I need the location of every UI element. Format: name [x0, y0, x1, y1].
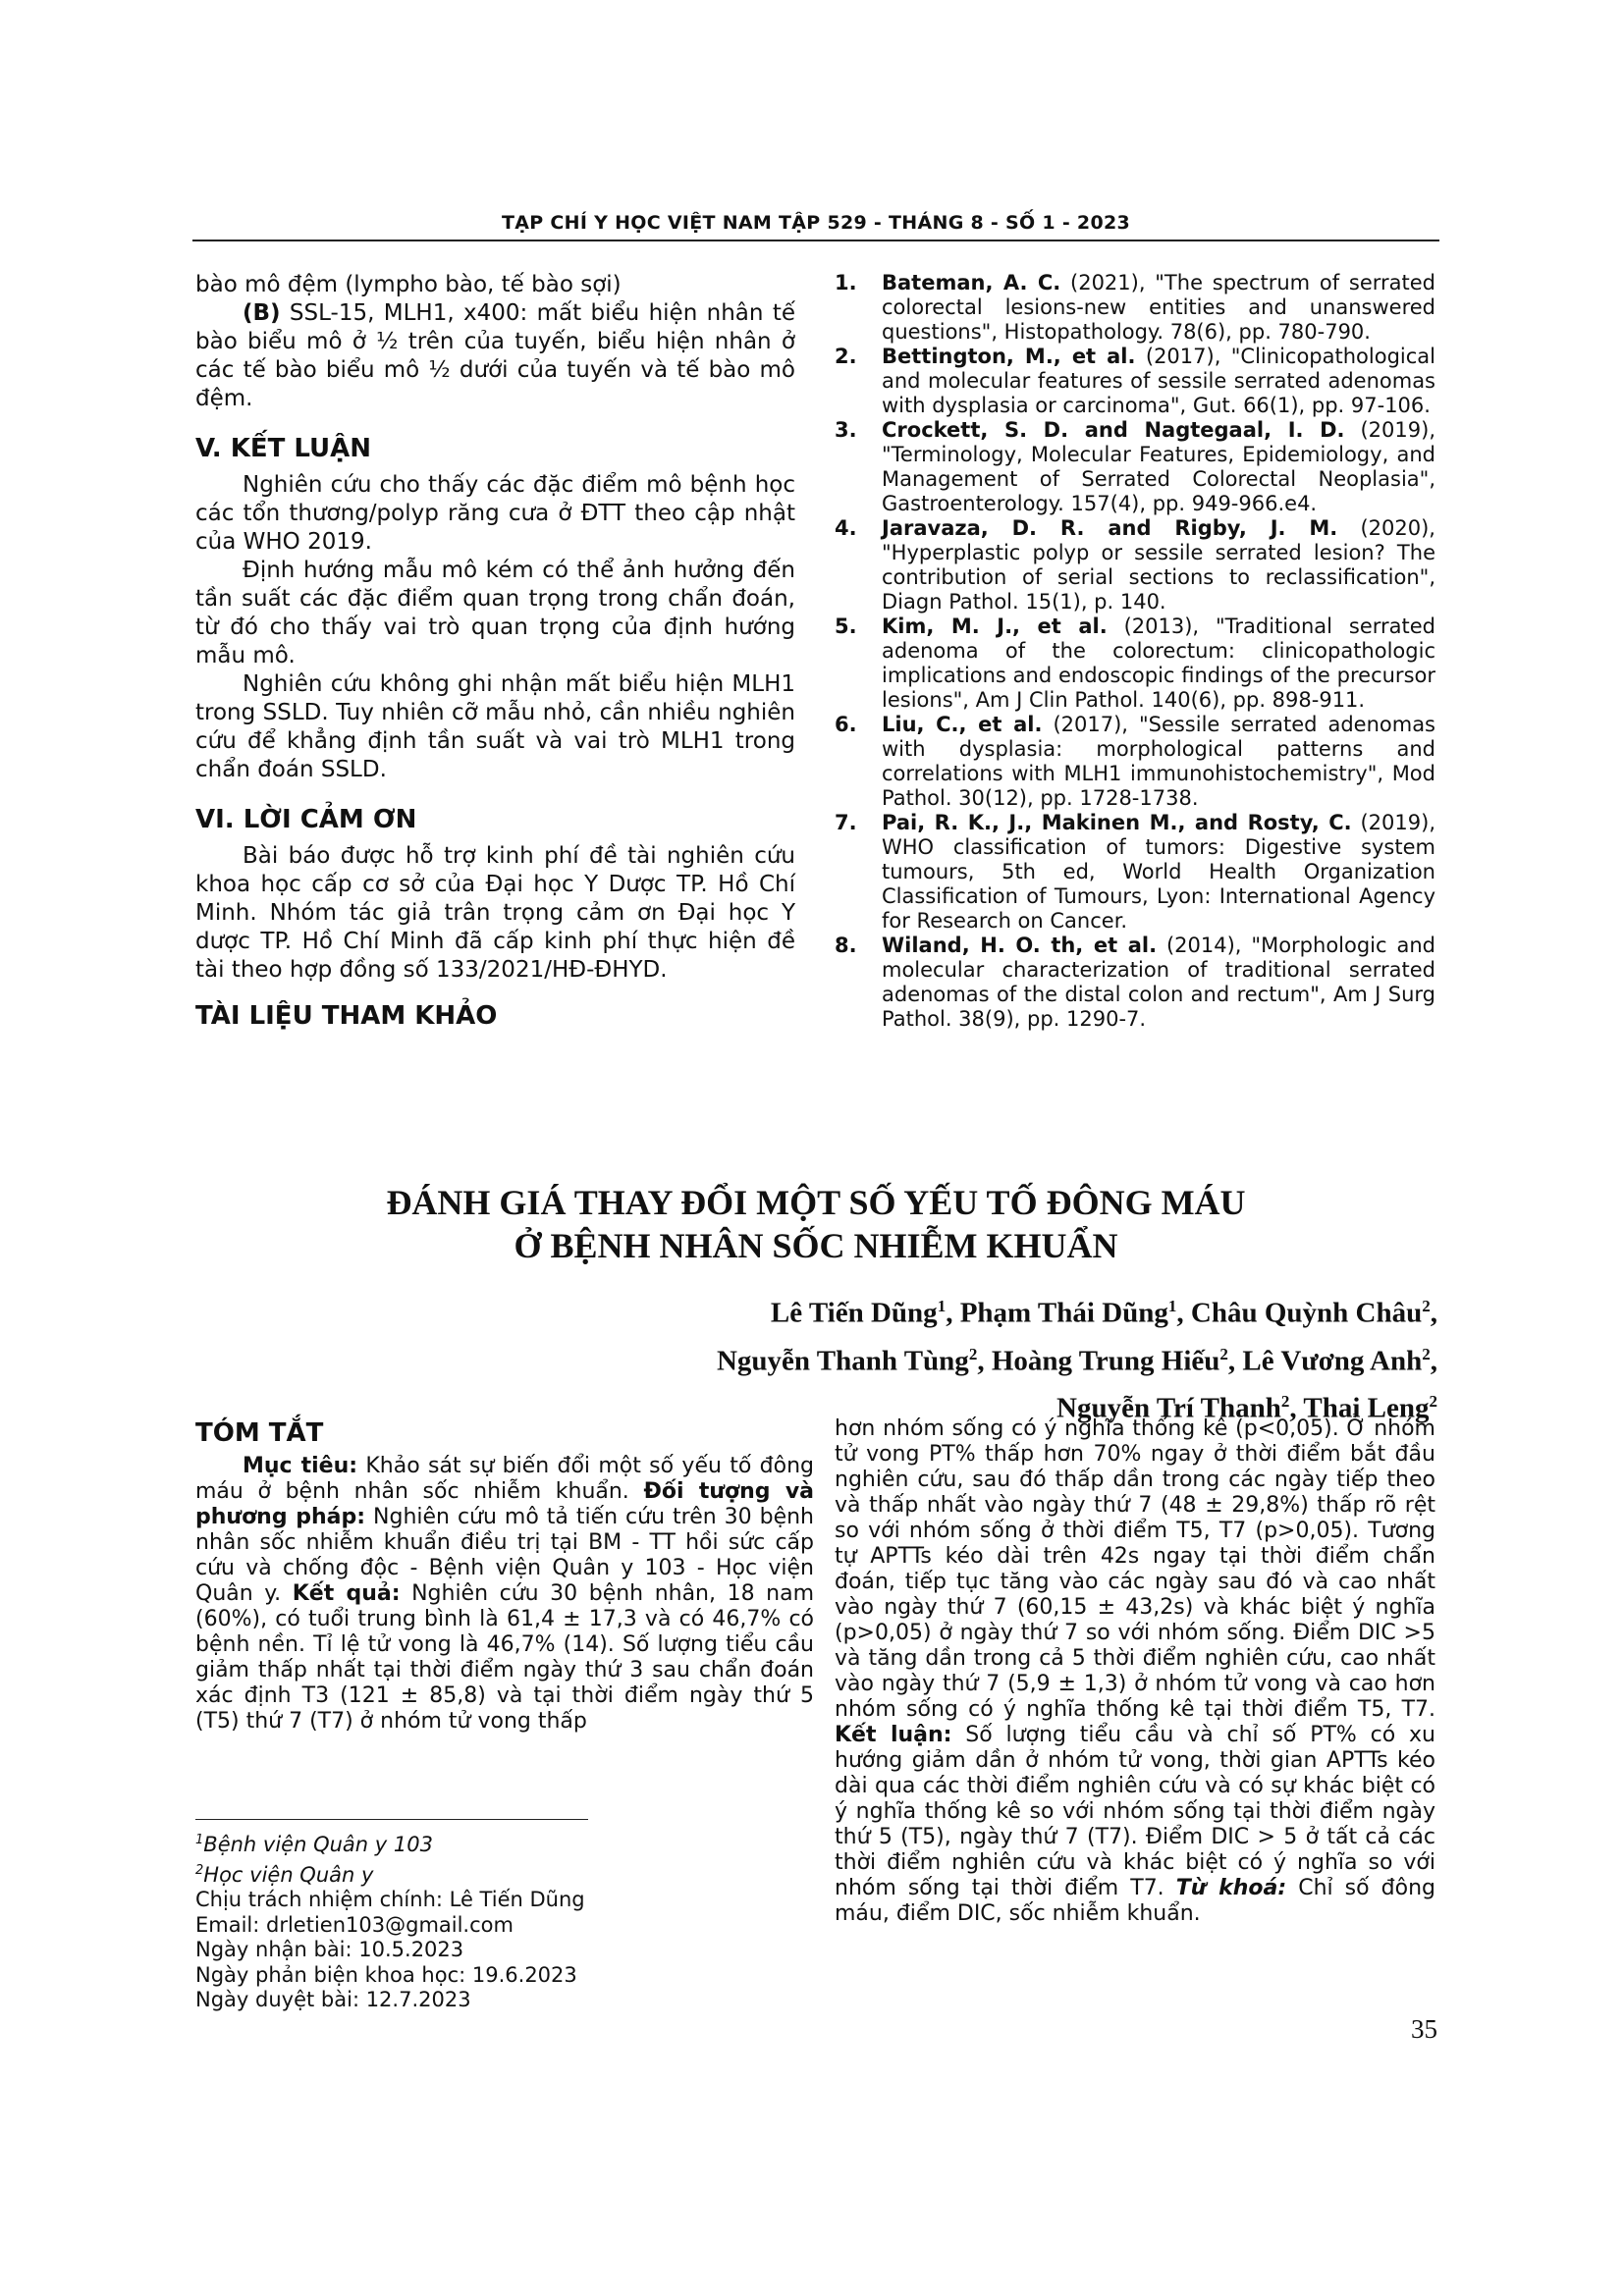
author-affiliation-mark: 2: [1422, 1297, 1431, 1315]
reference-details: (2014), "Morphologic and molecular characterization of traditional serrated adenomas of the distal colon and rectum", Am J Surg Pathol. 38(9), pp. 1290-7.: [882, 934, 1435, 1031]
author-affiliation-mark: 1: [1167, 1297, 1177, 1315]
reference-item: [835, 345, 1435, 418]
methods-text: Nghiên cứu mô tả tiến cứu trên 30 bệnh nhân sốc nhiễm khuẩn điều trị tại BM - TT hồi sức cấp cứu và chống độc - Bệnh viện Quân y 103 - Học viện Quân y.: [195, 1505, 814, 1606]
affiliation-1: [195, 1828, 804, 1858]
keywords-label: Từ khoá:: [1175, 1876, 1287, 1900]
reference-authors: Bettington, M., et al.: [882, 345, 1136, 368]
affiliation-name: Học viện Quân y: [203, 1862, 374, 1887]
author-list: [357, 1286, 1437, 1429]
figure-b-caption: [195, 299, 795, 413]
reference-authors: Jaravaza, D. R. and Rigby, J. M.: [882, 516, 1338, 540]
author-name: Lê Vương Anh: [1242, 1345, 1423, 1377]
conclusion-paragraph: Nghiên cứu cho thấy các đặc điểm mô bệnh học các tổn thương/polyp răng cưa ở ĐTT theo cập nhật của WHO 2019.: [195, 472, 795, 555]
reference-details: (2017), "Clinicopathological and molecular features of sessile serrated adenomas with dysplasia or carcinoma", Gut. 66(1), pp. 97-106.: [882, 345, 1435, 417]
continued-caption-line: bào mô đệm (lympho bào, tế bào sợi): [195, 272, 622, 297]
author-name: Nguyễn Trí Thanh: [1056, 1392, 1281, 1424]
author-line: [357, 1286, 1437, 1334]
left-column: [195, 271, 795, 1039]
results-label: Kết quả:: [292, 1581, 401, 1606]
page-number: 35: [1411, 2014, 1437, 2044]
abstract-paragraph-continued: [835, 1416, 1435, 1927]
objective-text: Khảo sát sự biến đổi một số yếu tố đông máu ở bệnh nhân sốc nhiễm khuẩn.: [195, 1454, 814, 1504]
reference-details: (2021), "The spectrum of serrated colorectal lesions-new entities and unanswered questions", Histopathology. 78(6), pp. 780-790.: [882, 271, 1435, 344]
reference-number: 8.: [835, 934, 857, 957]
journal-header: TẠP CHÍ Y HỌC VIỆT NAM TẬP 529 - THÁNG 8 - SỐ 1 - 2023: [501, 212, 1131, 234]
header-divider: [192, 240, 1439, 241]
abstract-left: [195, 1416, 814, 1735]
reference-number: 4.: [835, 516, 857, 540]
article-title-line: Ở BỆNH NHÂN SỐC NHIỄM KHUẨN: [514, 1226, 1118, 1265]
section-conclusion-heading: V. KẾT LUẬN: [195, 434, 372, 463]
reference-item: [835, 271, 1435, 345]
article-title: [192, 1181, 1439, 1267]
author-name: Hoàng Trung Hiếu: [991, 1345, 1220, 1377]
objective-label: Mục tiêu:: [243, 1454, 358, 1478]
author-affiliation-mark: 2: [968, 1344, 978, 1363]
figure-b-text: SSL-15, MLH1, x400: mất biểu hiện nhân tế bào biểu mô ở ½ trên của tuyến, biểu hiện nhân ở các tế bào biểu mô ½ dưới của tuyến và tế bào mô đệm.: [195, 300, 795, 411]
author-affiliation-mark: 2: [1219, 1344, 1228, 1363]
abstract-heading: TÓM TẮT: [195, 1418, 324, 1448]
abstract-right: [835, 1416, 1435, 1927]
reference-authors: Bateman, A. C.: [882, 271, 1061, 294]
author-affiliation-mark: 1: [937, 1297, 947, 1315]
author-separator: ,: [946, 1297, 960, 1329]
reference-details: (2019), WHO classification of tumors: Digestive system tumours, 5th ed, World Health Organization Classification of Tumours, Lyon: International Agency for Research on Cancer.: [882, 811, 1435, 933]
author-affiliation-mark: 2: [1280, 1392, 1290, 1412]
references-list: [835, 271, 1435, 1032]
results-text: Nghiên cứu 30 bệnh nhân, 18 nam (60%), có tuổi trung bình là 61,4 ± 17,3 và có 46,7% có bệnh nền. Tỉ lệ tử vong là 46,7% (14). Số lượng tiểu cầu giảm thấp nhất tại thời điểm ngày thứ 3 sau chẩn đoán xác định T3 (121 ± 85,8) và tại thời điểm ngày thứ 5 (T5) thứ 7 (T7) ở nhóm tử vong thấp: [195, 1581, 814, 1734]
author-separator: ,: [1176, 1297, 1191, 1329]
author-separator: ,: [1430, 1345, 1437, 1377]
author-name: Nguyễn Thanh Tùng: [716, 1345, 969, 1377]
conclusion-text: Số lượng tiểu cầu và chỉ số PT% có xu hướng giảm dần ở nhóm tử vong, thời gian APTTs kéo dài qua các thời điểm nghiên cứu và có sự khác biệt có ý nghĩa thống kê so với nhóm sống tại thời điểm ngày thứ 5 (T5), ngày thứ 7 (T7). Điểm DIC > 5 ở tất cả các thời điểm nghiên cứu và khác biệt có ý nghĩa so với nhóm sống tại thời điểm T7.: [835, 1723, 1435, 1900]
reference-details: (2020), "Hyperplastic polyp or sessile serrated lesion? The contribution of serial sections to reclassification", Diagn Pathol. 15(1), p. 140.: [882, 516, 1435, 614]
review-date: Ngày phản biện khoa học: 19.6.2023: [195, 1962, 577, 1987]
author-affiliation-mark: 2: [1422, 1344, 1431, 1363]
footnote-divider: [195, 1819, 588, 1820]
author-separator: ,: [977, 1345, 992, 1377]
reference-number: 7.: [835, 811, 857, 834]
corresponding-email: Email: drletien103@gmail.com: [195, 1912, 514, 1937]
reference-authors: Kim, M. J., et al.: [882, 614, 1108, 638]
reference-item: [835, 934, 1435, 1032]
author-name: Phạm Thái Dũng: [959, 1297, 1168, 1329]
reference-details: (2019), "Terminology, Molecular Features, Epidemiology, and Management of Serrated Colorectal Neoplasia", Gastroenterology. 157(4), pp. 949-966.e4.: [882, 418, 1435, 515]
reference-authors: Wiland, H. O. th, et al.: [882, 934, 1158, 957]
acknowledgement-paragraph: Bài báo được hỗ trợ kinh phí đề tài nghiên cứu khoa học cấp cơ sở của Đại học Y Dược TP. Hồ Chí Minh. Nhóm tác giả trân trọng cảm ơn Đại học Y dược TP. Hồ Chí Minh đã cấp kinh phí thực hiện đề tài theo hợp đồng số 133/2021/HĐ-ĐHYD.: [195, 843, 795, 983]
reference-number: 2.: [835, 345, 857, 368]
figure-b-label: (B): [243, 300, 281, 326]
author-separator: ,: [1227, 1345, 1243, 1377]
footnotes: [195, 1828, 804, 2013]
reference-authors: Liu, C., et al.: [882, 713, 1043, 736]
reference-item: [835, 516, 1435, 614]
reference-details: (2017), "Sessile serrated adenomas with dysplasia: morphological patterns and correlations with MLH1 immunohistochemistry", Mod Pathol. 30(12), pp. 1728-1738.: [882, 713, 1435, 810]
reference-item: [835, 614, 1435, 713]
author-name: Lê Tiến Dũng: [770, 1297, 938, 1329]
reference-number: 3.: [835, 418, 857, 442]
affiliation-mark: 2: [195, 1862, 204, 1878]
reference-item: [835, 811, 1435, 934]
received-date: Ngày nhận bài: 10.5.2023: [195, 1938, 464, 1961]
author-name: Thai Leng: [1303, 1392, 1430, 1424]
methods-label: Đối tượng và phương pháp:: [195, 1479, 815, 1529]
conclusion-paragraph: Định hướng mẫu mô kém có thể ảnh hưởng đến tần suất các đặc điểm quan trọng trong chẩn đoán, từ đó cho thấy vai trò quan trọng của định hướng mẫu mô.: [195, 558, 795, 668]
article-title-line: ĐÁNH GIÁ THAY ĐỔI MỘT SỐ YẾU TỐ ĐÔNG MÁU: [386, 1183, 1246, 1222]
author-line: [357, 1334, 1437, 1382]
conclusion-paragraph: Nghiên cứu không ghi nhận mất biểu hiện MLH1 trong SSLD. Tuy nhiên cỡ mẫu nhỏ, cần nhiều nghiên cứu để khẳng định tần suất và vai trò MLH1 trong chẩn đoán SSLD.: [195, 671, 795, 782]
conclusion-label: Kết luận:: [835, 1723, 952, 1747]
author-affiliation-mark: 2: [1429, 1392, 1437, 1412]
reference-item: [835, 713, 1435, 811]
accepted-date: Ngày duyệt bài: 12.7.2023: [195, 1988, 471, 2011]
affiliation-2: [195, 1858, 804, 1889]
reference-number: 6.: [835, 713, 857, 736]
keywords-text: Chỉ số đông máu, điểm DIC, sốc nhiễm khuẩn.: [835, 1876, 1435, 1926]
author-name: Châu Quỳnh Châu: [1190, 1297, 1423, 1329]
results-text-continued: hơn nhóm sống có ý nghĩa thống kê (p<0,05). Ở nhóm tử vong PT% thấp hơn 70% ngay ở thời điểm bắt đầu nghiên cứu, sau đó thấp dần trong các ngày tiếp theo và thấp nhất vào ngày thứ 7 (48 ± 29,8%) thấp rõ rệt so với nhóm sống ở thời điểm T5, T7 (p>0,05). Tương tự APTTs kéo dài trên 42s ngay tại thời điểm chẩn đoán, tiếp tục tăng vào các ngày sau đó và cao nhất vào ngày thứ 7 (60,15 ± 43,2s) và khác biệt ý nghĩa (p>0,05) ở ngày thứ 7 so với nhóm sống. Điểm DIC >5 và tăng dần trong cả 5 thời điểm nghiên cứu, cao nhất vào ngày thứ 7 (5,9 ± 1,3) ở nhóm tử vong và cao hơn nhóm sống có ý nghĩa thống kê tại thời điểm T5, T7.: [835, 1416, 1435, 1722]
corresponding-author: Chịu trách nhiệm chính: Lê Tiến Dũng: [195, 1888, 585, 1911]
author-separator: ,: [1430, 1297, 1437, 1329]
author-separator: ,: [1289, 1392, 1304, 1424]
reference-number: 5.: [835, 614, 857, 638]
references-heading: TÀI LIỆU THAM KHẢO: [195, 1001, 498, 1031]
affiliation-name: Bệnh viện Quân y 103: [203, 1833, 433, 1856]
reference-item: [835, 418, 1435, 516]
reference-details: (2013), "Traditional serrated adenoma of the colorectum: clinicopathologic implications and endoscopic findings of the precursor lesions", Am J Clin Pathol. 140(6), pp. 898-911.: [882, 614, 1436, 712]
section-acknowledgement-heading: VI. LỜI CẢM ƠN: [195, 805, 417, 834]
abstract-paragraph: [195, 1454, 814, 1735]
reference-authors: Pai, R. K., J., Makinen M., and Rosty, C.: [882, 811, 1352, 834]
reference-number: 1.: [835, 271, 857, 294]
reference-authors: Crockett, S. D. and Nagtegaal, I. D.: [882, 418, 1345, 442]
affiliation-mark: 1: [195, 1833, 204, 1847]
